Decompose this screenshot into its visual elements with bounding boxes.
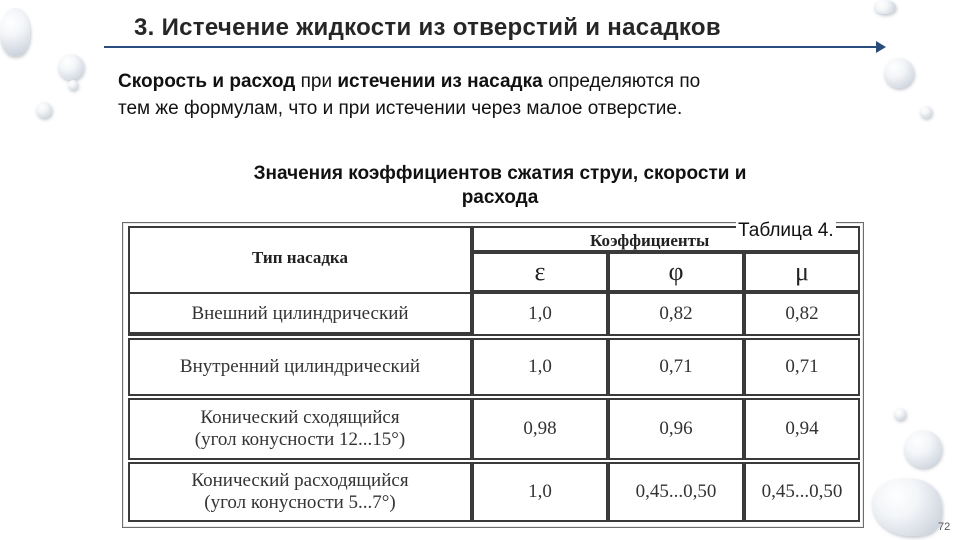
intro-bold-text: истечении из насадка [337, 71, 543, 92]
cell-phi: 0,45...0,50 [608, 462, 744, 522]
intro-line-2: тем же формулам, что и при истечении через малое отверстие. [118, 98, 683, 119]
water-drop-icon [894, 408, 906, 420]
cell-mu: 0,71 [744, 338, 860, 396]
intro-bold-text: Скорость и расход [118, 71, 296, 92]
water-drop-icon [874, 0, 896, 14]
intro-line-1 [118, 68, 878, 95]
cell-mu: 0,94 [744, 398, 860, 460]
water-drop-icon [68, 80, 78, 90]
intro-text: определяются по [542, 71, 701, 92]
water-drop-icon [58, 54, 84, 80]
row-name: Внешний цилиндрический [128, 292, 472, 336]
table-caption-line: расхода [461, 187, 539, 208]
page-number: 72 [938, 521, 951, 533]
water-drop-icon [884, 58, 914, 88]
intro-paragraph [118, 68, 878, 122]
header-phi: φ [608, 252, 744, 292]
water-drop-icon [36, 102, 52, 118]
cell-phi: 0,82 [608, 292, 744, 336]
header-mu: μ [744, 252, 860, 292]
intro-text: при [295, 71, 338, 92]
cell-mu: 0,82 [744, 292, 860, 336]
slide-title: 3. Истечение жидкости из отверстий и насадков [134, 14, 721, 41]
cell-epsilon: 1,0 [472, 292, 608, 336]
header-coefficients-label: Коэффициенты [590, 231, 710, 250]
arrow-right-icon [876, 41, 886, 53]
cell-epsilon: 1,0 [472, 338, 608, 396]
header-epsilon: ε [472, 252, 608, 292]
water-drop-icon [872, 478, 942, 536]
row-name [128, 398, 472, 460]
cell-phi: 0,71 [608, 338, 744, 396]
title-underline [104, 46, 880, 48]
cell-mu: 0,45...0,50 [744, 462, 860, 522]
header-nozzle-type: Тип насадка [128, 226, 472, 334]
water-drop-icon [904, 430, 942, 468]
water-drop-icon [920, 106, 932, 118]
table-caption [150, 162, 850, 210]
table-caption-line: Значения коэффициентов сжатия струи, скорости и [253, 163, 747, 184]
row-name-line: Конический расходящийся [191, 470, 409, 491]
row-name-line: (угол конусности 5...7°) [204, 492, 396, 513]
water-drop-icon [0, 8, 30, 56]
row-name-line: Конический сходящийся [200, 407, 400, 428]
row-name-line: (угол конусности 12...15°) [194, 429, 406, 450]
row-name [128, 462, 472, 522]
cell-phi: 0,96 [608, 398, 744, 460]
cell-epsilon: 1,0 [472, 462, 608, 522]
table-number: Таблица 4. [738, 220, 834, 241]
row-name: Внутренний цилиндрический [128, 338, 472, 396]
cell-epsilon: 0,98 [472, 398, 608, 460]
